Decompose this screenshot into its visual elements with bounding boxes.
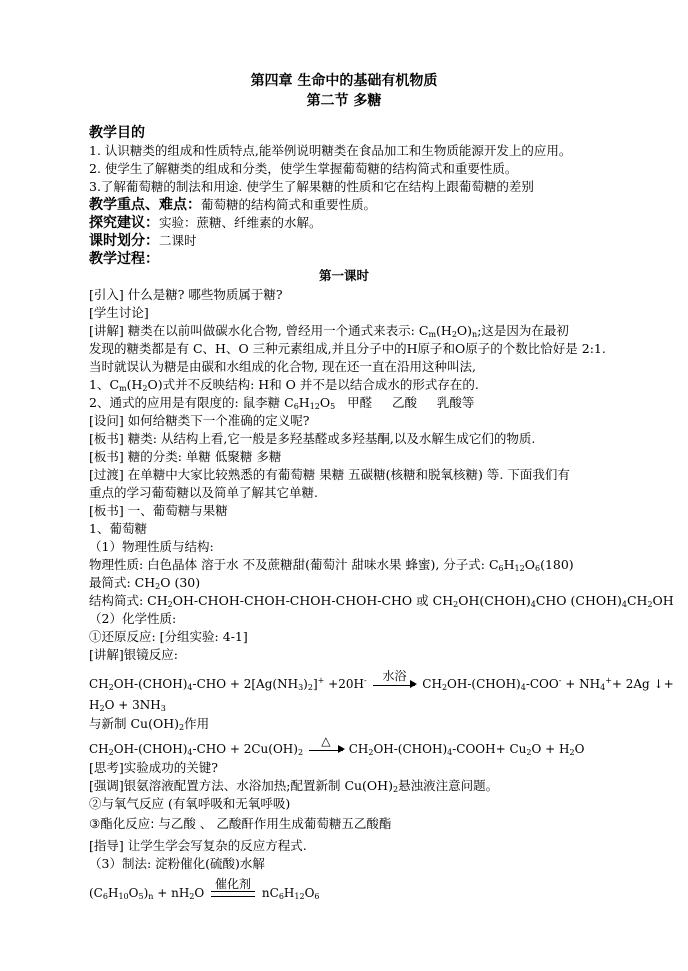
- emphasis: [强调]银氨溶液配置方法、水浴加热;配置新制 $Cu(OH)_2$悬浊液注意问题。: [89, 778, 499, 794]
- intro: [引入] 什么是糖? 哪些物质属于糖?: [89, 287, 283, 302]
- oxygen-reaction: ②与氧气反应 (有氧呼吸和无氧呼吸): [89, 796, 291, 811]
- student-discussion: [学生讨论]: [89, 305, 149, 320]
- process-heading: 教学过程：: [89, 251, 159, 267]
- goal-2: 2. 使学生了解糖类的组成和分类，使学生掌握葡萄糖的结构简式和重要性质。: [89, 161, 518, 176]
- reaction-arrow: △: [309, 748, 343, 751]
- copper-hydroxide-equation: $CH_2OH-(CHOH)_4$-CHO + $2Cu(OH)_2$ △ $CH_2OH-(CHOH)_4-COOH+ Cu_2O + H_2O$: [89, 734, 585, 757]
- reaction-arrow: 水浴: [373, 683, 415, 686]
- silver-mirror-equation-line-2: $H_2O + 3NH_3$: [89, 698, 166, 713]
- copper-hydroxide-heading: 与新制 $Cu(OH)_2$作用: [89, 716, 210, 732]
- empirical-formula: 最简式: $CH_2O$ (30): [89, 575, 201, 591]
- silver-mirror-heading: [讲解]银镜反应:: [89, 647, 178, 662]
- goal-3: 3.了解葡萄糖的制法和用途. 使学生了解果糖的性质和它在结构上跟葡萄糖的差别: [89, 179, 534, 194]
- point-2: 2、通式的应用是有限度的: 鼠李糖 $C_6H_{12}O_5$ 甲醛 乙酸 乳酸等: [89, 395, 475, 411]
- transition-line-2: 重点的学习葡萄糖以及简单了解其它单糖.: [89, 485, 318, 500]
- structural-formula: 结构简式: $CH_2OH-CHOH-CHOH-CHOH-CHOH$-CHO 或 $CH_2OH(CHOH)_4CHO$ $(CHOH)_4CH_2OH$: [89, 593, 674, 609]
- subsection-chemical: （2）化学性质:: [89, 611, 177, 626]
- goals-heading: 教学目的: [89, 125, 145, 141]
- subsection-physical: （1）物理性质与结构:: [89, 539, 214, 554]
- board-section-1: [板书] 一、葡萄糖与果糖: [89, 503, 228, 518]
- goal-1: 1. 认识糖类的组成和性质特点,能举例说明糖类在食品加工和生物质能源开发上的应用。: [89, 143, 572, 158]
- board-definition: [板书] 糖类: 从结构上看,它一般是多羟基醛或多羟基酮,以及水解生成它们的物质.: [89, 431, 536, 446]
- reaction-equals: 催化剂: [211, 891, 255, 897]
- subsection-glucose: 1、葡萄糖: [89, 521, 147, 536]
- physical-properties: 物理性质: 白色晶体 溶于水 不及蔗糖甜(葡萄汁 甜味水果 蜂蜜), 分子式: $C_6H_{12}O_6(180)$: [89, 557, 574, 573]
- lesson-1-title: 第一课时: [318, 268, 369, 283]
- point-1: 1、$C_m(H_2O)$式并不反映结构: H和 O 并不是以结合成水的形式存在的.: [89, 377, 479, 393]
- explain-1-line-2: 发现的糖类都是有 C、H、O 三种元素组成,并且分子中的H原子和O原子的个数比恰好是 2:1.: [89, 341, 606, 356]
- esterification: ③酯化反应: 与乙酸 、 乙酸酐作用生成葡萄糖五乙酸酯: [89, 816, 392, 831]
- explore-suggestion: 探究建议：实验：蔗糖、纤维素的水解。: [89, 215, 322, 231]
- explain-1-line-3: 当时就误认为糖是由碳和水组成的化合物, 现在还一直在沿用这种叫法,: [89, 359, 476, 374]
- transition-line-1: [过渡] 在单糖中大家比较熟悉的有葡萄糖 果糖 五碳糖(核糖和脱氧核糖) 等. 下面我们有: [89, 467, 570, 482]
- reduction-reaction: ①还原反应: [分组实验: 4-1]: [89, 629, 248, 644]
- starch-hydrolysis-equation: $(C_6H_{10}O_5)_n + nH_2O$ 催化剂 $nC_6H_{12}O_6$: [89, 876, 320, 901]
- section-title: 第二节 多糖: [306, 93, 382, 109]
- board-classification: [板书] 糖的分类: 单糖 低聚糖 多糖: [89, 449, 282, 464]
- think-question: [思考]实验成功的关键?: [89, 760, 218, 775]
- silver-mirror-equation: $CH_2OH-(CHOH)_4$-CHO + $2[Ag(NH_3)_2]^+ +20H^-$ 水浴 $CH_2OH-(CHOH)_4-COO^- + NH_4^++ 2Ag$ ↓+: [89, 669, 674, 692]
- key-points: 教学重点、难点：葡萄糖的结构简式和重要性质。: [89, 197, 377, 213]
- class-hours: 课时划分：二课时: [89, 233, 197, 249]
- chapter-title: 第四章 生命中的基础有机物质: [250, 73, 438, 89]
- explain-1-line-1: [讲解] 糖类在以前叫做碳水化合物, 曾经用一个通式来表示: $C_m(H_2O)_n$;这是因为在最初: [89, 323, 569, 339]
- preparation: （3）制法: 淀粉催化(硫酸)水解: [89, 856, 265, 871]
- guidance: [指导] 让学生学会写复杂的反应方程式.: [89, 838, 307, 853]
- question: [设问] 如何给糖类下一个准确的定义呢?: [89, 413, 310, 428]
